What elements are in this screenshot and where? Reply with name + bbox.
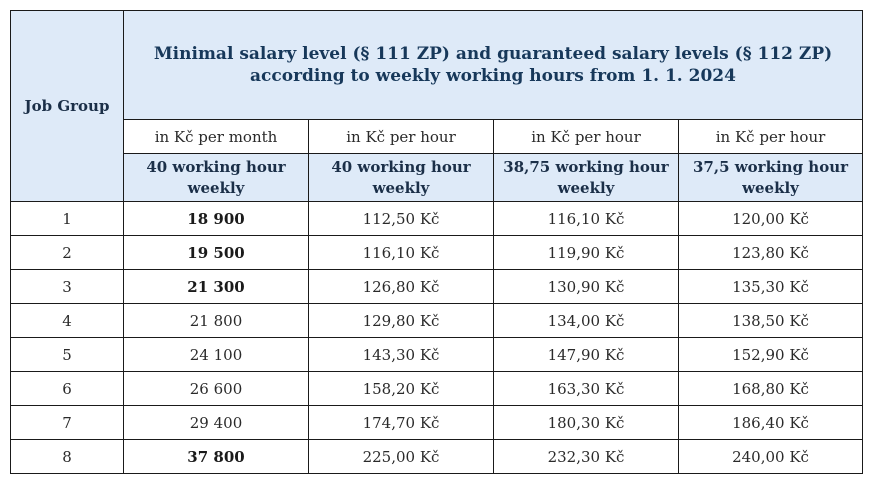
hourly-375-cell: 186,40 Kč [679, 406, 863, 440]
hourly-375-cell: 138,50 Kč [679, 304, 863, 338]
job-group-cell: 4 [11, 304, 124, 338]
hours-header-line-2: weekly [372, 178, 430, 197]
table-row [11, 440, 863, 474]
hours-header-line-2: weekly [557, 178, 615, 197]
month-salary-cell: 21 300 [124, 270, 309, 304]
month-salary-cell: 18 900 [124, 202, 309, 236]
hourly-3875-cell: 130,90 Kč [494, 270, 679, 304]
month-salary-cell: 29 400 [124, 406, 309, 440]
table-row [11, 372, 863, 406]
hourly-375-cell: 120,00 Kč [679, 202, 863, 236]
hours-header-hour-3875 [494, 154, 679, 202]
hourly-40-cell: 129,80 Kč [309, 304, 494, 338]
table-row [11, 270, 863, 304]
unit-header-month: in Kč per month [124, 120, 309, 154]
salary-table [10, 10, 863, 474]
month-salary-cell: 24 100 [124, 338, 309, 372]
job-group-cell: 1 [11, 202, 124, 236]
hourly-3875-cell: 134,00 Kč [494, 304, 679, 338]
hourly-3875-cell: 147,90 Kč [494, 338, 679, 372]
table-header [11, 11, 863, 202]
hourly-40-cell: 126,80 Kč [309, 270, 494, 304]
unit-header-hour-40: in Kč per hour [309, 120, 494, 154]
month-salary-cell: 21 800 [124, 304, 309, 338]
job-group-header: Job Group [11, 11, 124, 202]
hours-header-line-1: 40 working hour [331, 157, 471, 176]
month-salary-cell: 26 600 [124, 372, 309, 406]
hourly-40-cell: 112,50 Kč [309, 202, 494, 236]
hourly-40-cell: 225,00 Kč [309, 440, 494, 474]
job-group-cell: 5 [11, 338, 124, 372]
table-row [11, 202, 863, 236]
table-row [11, 338, 863, 372]
hourly-3875-cell: 180,30 Kč [494, 406, 679, 440]
hourly-375-cell: 168,80 Kč [679, 372, 863, 406]
table-title [124, 11, 863, 120]
hourly-375-cell: 135,30 Kč [679, 270, 863, 304]
unit-header-hour-3875: in Kč per hour [494, 120, 679, 154]
hours-header-hour-375 [679, 154, 863, 202]
job-group-cell: 6 [11, 372, 124, 406]
hours-header-line-1: 38,75 working hour [503, 157, 669, 176]
hourly-375-cell: 123,80 Kč [679, 236, 863, 270]
job-group-cell: 2 [11, 236, 124, 270]
hourly-3875-cell: 232,30 Kč [494, 440, 679, 474]
hours-header-line-2: weekly [187, 178, 245, 197]
job-group-cell: 3 [11, 270, 124, 304]
hours-header-hour-40 [309, 154, 494, 202]
job-group-cell: 7 [11, 406, 124, 440]
job-group-cell: 8 [11, 440, 124, 474]
unit-header-hour-375: in Kč per hour [679, 120, 863, 154]
table-row [11, 236, 863, 270]
hourly-3875-cell: 119,90 Kč [494, 236, 679, 270]
hourly-375-cell: 240,00 Kč [679, 440, 863, 474]
table-title-line-2: according to weekly working hours from 1. 1. 2024 [250, 66, 736, 86]
hourly-40-cell: 158,20 Kč [309, 372, 494, 406]
month-salary-cell: 37 800 [124, 440, 309, 474]
table-row [11, 304, 863, 338]
table-title-line-1: Minimal salary level (§ 111 ZP) and guaranteed salary levels (§ 112 ZP) [153, 44, 833, 64]
hourly-375-cell: 152,90 Kč [679, 338, 863, 372]
hours-header-line-2: weekly [742, 178, 799, 197]
hourly-40-cell: 143,30 Kč [309, 338, 494, 372]
hours-header-line-1: 37,5 working hour [693, 157, 849, 176]
hourly-40-cell: 116,10 Kč [309, 236, 494, 270]
table-row [11, 406, 863, 440]
hours-header-line-1: 40 working hour [146, 157, 286, 176]
hours-header-month [124, 154, 309, 202]
hourly-3875-cell: 163,30 Kč [494, 372, 679, 406]
hours-row [11, 154, 863, 202]
table-body [11, 202, 863, 474]
hourly-3875-cell: 116,10 Kč [494, 202, 679, 236]
units-row [11, 120, 863, 154]
hourly-40-cell: 174,70 Kč [309, 406, 494, 440]
month-salary-cell: 19 500 [124, 236, 309, 270]
